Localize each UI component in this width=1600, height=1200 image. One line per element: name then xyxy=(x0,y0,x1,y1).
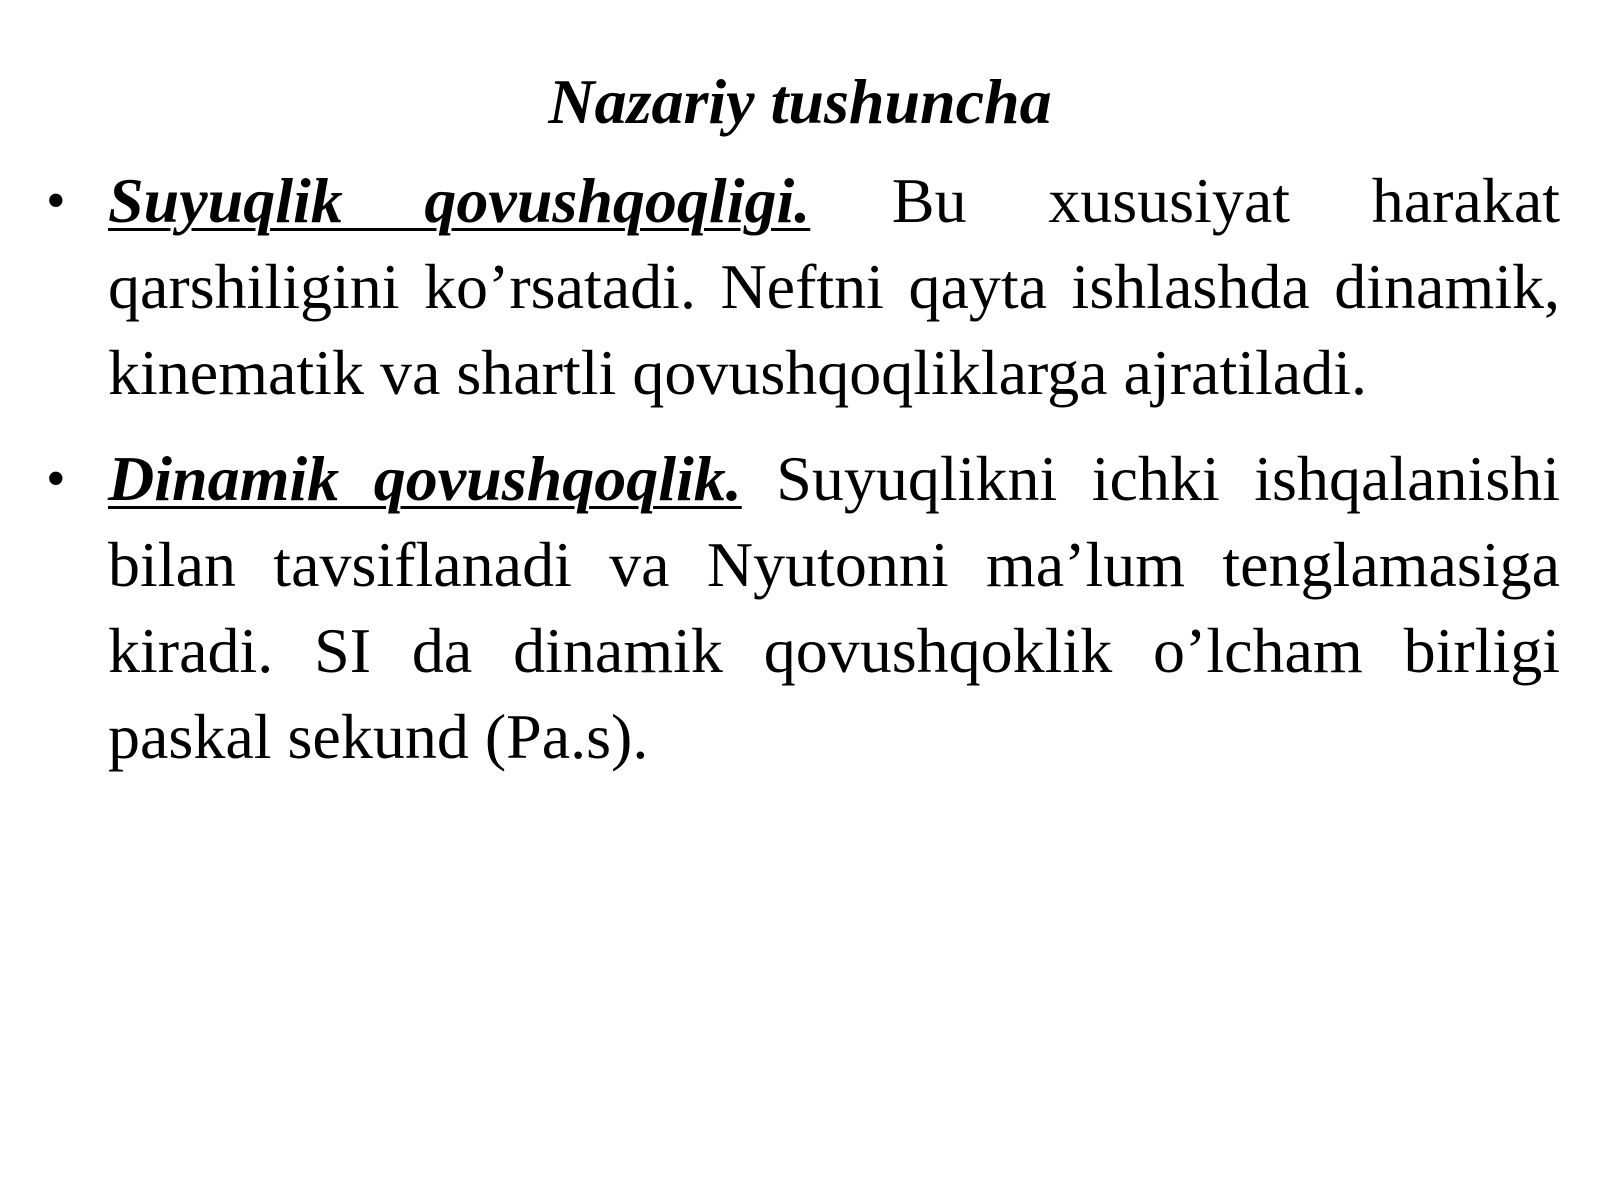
slide-title: Nazariy tushuncha xyxy=(548,66,1052,137)
bullet-item-suyuqlik-qovushqoqligi xyxy=(46,158,1560,416)
bullet-text: Bu xususiyat harakat qarshiligini ko’rsatadi. Neftni qayta ishlashda dinamik, kinematik va shartli qovushqoqliklarga ajratiladi. xyxy=(108,165,1560,408)
bullet-term: Suyuqlik qovushqoqligi. xyxy=(108,165,811,236)
bullet-icon: • xyxy=(46,448,66,510)
bullet-text: Suyuqlikni ichki ishqalanishi bilan tavsiflanadi va Nyutonni ma’lum tenglamasiga kiradi. SI da dinamik qovushqoklik o’lcham birligi paskal sekund (Pa.s). xyxy=(108,443,1560,772)
bullet-icon: • xyxy=(46,170,66,232)
bullet-list xyxy=(46,158,1560,800)
bullet-item-dinamik-qovushqoqlik xyxy=(46,436,1560,780)
bullet-term: Dinamik qovushqoqlik. xyxy=(108,443,742,514)
